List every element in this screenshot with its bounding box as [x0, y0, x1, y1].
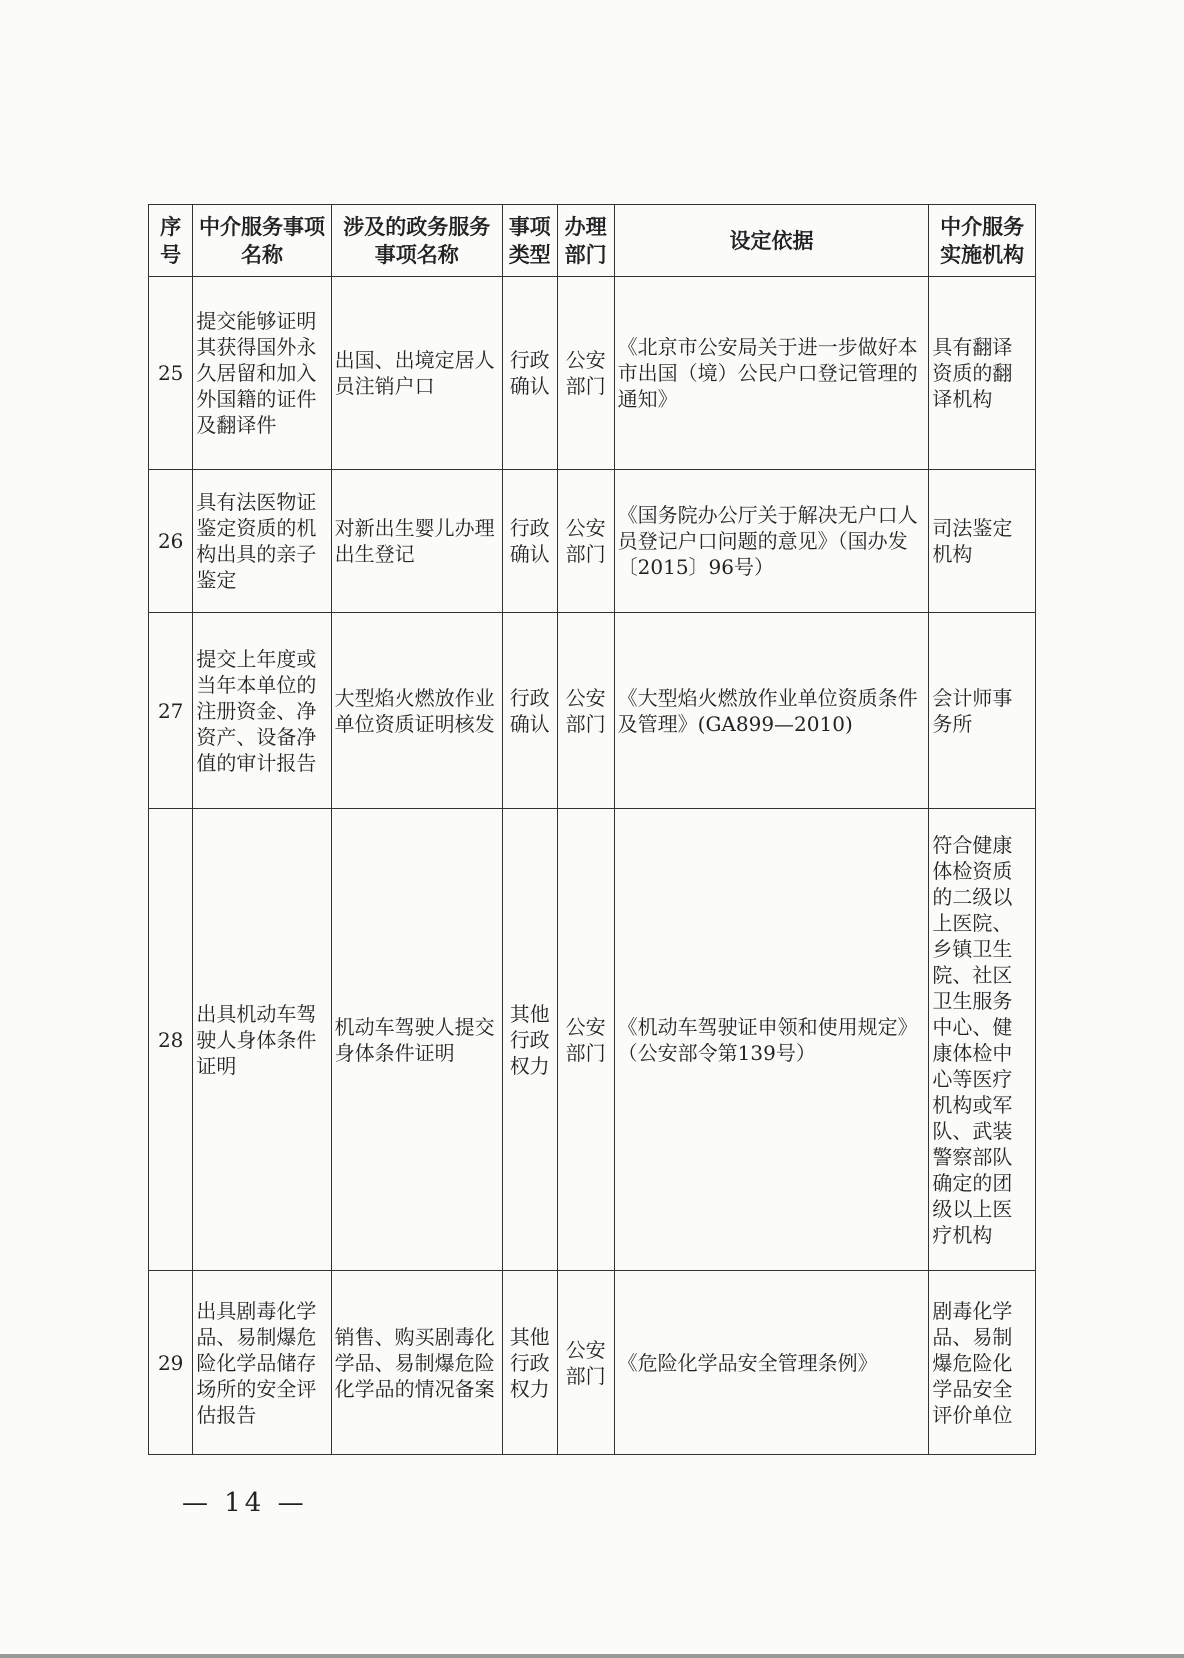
cell-type: 行政确认 — [502, 613, 557, 809]
header-type: 事项类型 — [502, 205, 557, 277]
header-service-name: 中介服务事项名称 — [193, 205, 331, 277]
table-row — [149, 470, 1036, 613]
cell-seq: 28 — [149, 809, 193, 1271]
cell-org: 司法鉴定机构 — [929, 470, 1036, 613]
cell-department: 公安部门 — [557, 277, 614, 470]
cell-service-name: 出具机动车驾驶人身体条件证明 — [193, 809, 331, 1271]
table-row — [149, 277, 1036, 470]
header-department: 办理部门 — [557, 205, 614, 277]
cell-department: 公安部门 — [557, 809, 614, 1271]
cell-basis: 《机动车驾驶证申领和使用规定》（公安部令第139号） — [614, 809, 929, 1271]
cell-org: 符合健康体检资质的二级以上医院、乡镇卫生院、社区卫生服务中心、健康体检中心等医疗机构或军队、武装警察部队确定的团级以上医疗机构 — [929, 809, 1036, 1271]
cell-org: 会计师事务所 — [929, 613, 1036, 809]
header-basis: 设定依据 — [614, 205, 929, 277]
cell-org: 具有翻译资质的翻译机构 — [929, 277, 1036, 470]
intermediary-services-table — [148, 204, 1036, 1455]
cell-seq: 25 — [149, 277, 193, 470]
cell-service-name: 提交上年度或当年本单位的注册资金、净资产、设备净值的审计报告 — [193, 613, 331, 809]
cell-org: 剧毒化学品、易制爆危险化学品安全评价单位 — [929, 1271, 1036, 1455]
cell-seq: 26 — [149, 470, 193, 613]
cell-service-name: 具有法医物证鉴定资质的机构出具的亲子鉴定 — [193, 470, 331, 613]
cell-service-name: 提交能够证明其获得国外永久居留和加入外国籍的证件及翻译件 — [193, 277, 331, 470]
cell-gov-service: 机动车驾驶人提交身体条件证明 — [331, 809, 502, 1271]
cell-gov-service: 出国、出境定居人员注销户口 — [331, 277, 502, 470]
header-seq: 序号 — [149, 205, 193, 277]
cell-basis: 《国务院办公厅关于解决无户口人员登记户口问题的意见》（国办发〔2015〕96号） — [614, 470, 929, 613]
cell-seq: 27 — [149, 613, 193, 809]
cell-service-name: 出具剧毒化学品、易制爆危险化学品储存场所的安全评估报告 — [193, 1271, 331, 1455]
scan-edge-divider — [0, 1654, 1184, 1658]
cell-basis: 《危险化学品安全管理条例》 — [614, 1271, 929, 1455]
cell-gov-service: 销售、购买剧毒化学品、易制爆危险化学品的情况备案 — [331, 1271, 502, 1455]
cell-department: 公安部门 — [557, 1271, 614, 1455]
table-row — [149, 809, 1036, 1271]
cell-gov-service: 大型焰火燃放作业单位资质证明核发 — [331, 613, 502, 809]
cell-gov-service: 对新出生婴儿办理出生登记 — [331, 470, 502, 613]
cell-seq: 29 — [149, 1271, 193, 1455]
table-row — [149, 1271, 1036, 1455]
table-row — [149, 613, 1036, 809]
cell-basis: 《大型焰火燃放作业单位资质条件及管理》(GA899—2010) — [614, 613, 929, 809]
page-number: — 14 — — [182, 1488, 308, 1518]
header-gov-service: 涉及的政务服务事项名称 — [331, 205, 502, 277]
cell-type: 行政确认 — [502, 277, 557, 470]
cell-type: 其他行政权力 — [502, 809, 557, 1271]
header-org: 中介服务实施机构 — [929, 205, 1036, 277]
cell-type: 其他行政权力 — [502, 1271, 557, 1455]
table-header-row — [149, 205, 1036, 277]
cell-type: 行政确认 — [502, 470, 557, 613]
cell-department: 公安部门 — [557, 470, 614, 613]
cell-basis: 《北京市公安局关于进一步做好本市出国（境）公民户口登记管理的通知》 — [614, 277, 929, 470]
cell-department: 公安部门 — [557, 613, 614, 809]
